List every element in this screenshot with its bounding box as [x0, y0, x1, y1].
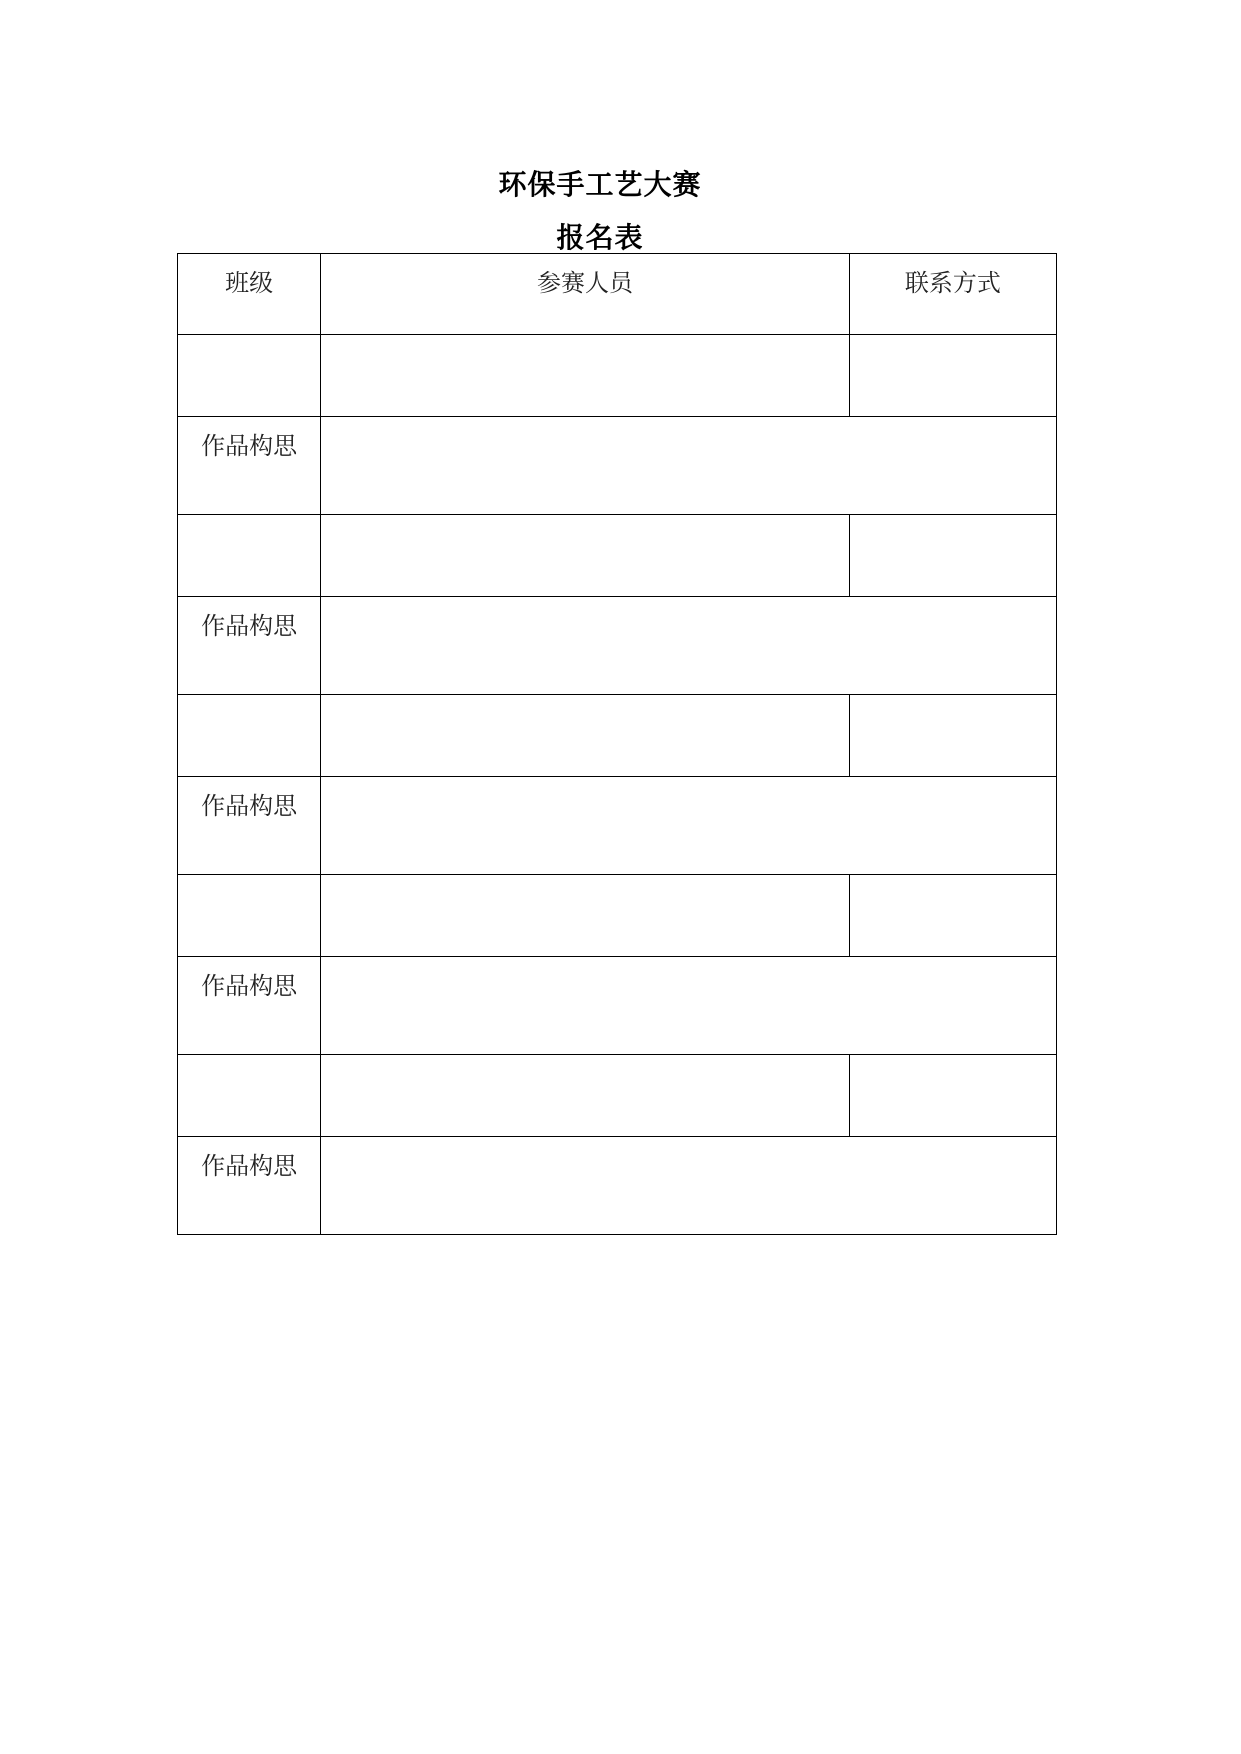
- idea-label-cell: 作品构思: [178, 597, 321, 695]
- idea-row: [178, 957, 1057, 1055]
- idea-content-cell[interactable]: [321, 1137, 1057, 1235]
- idea-content-cell[interactable]: [321, 957, 1057, 1055]
- class-cell[interactable]: [178, 695, 321, 777]
- members-cell[interactable]: [321, 875, 850, 957]
- class-cell[interactable]: [178, 1055, 321, 1137]
- idea-row: [178, 597, 1057, 695]
- registration-table: [177, 253, 1057, 1235]
- header-members: 参赛人员: [321, 254, 850, 335]
- idea-row: [178, 1137, 1057, 1235]
- form-subtitle: 报名表: [556, 221, 644, 254]
- idea-content-cell[interactable]: [321, 777, 1057, 875]
- form-title: 环保手工艺大赛: [498, 168, 702, 201]
- class-cell[interactable]: [178, 875, 321, 957]
- idea-label-cell: 作品构思: [178, 957, 321, 1055]
- contact-cell[interactable]: [849, 335, 1056, 417]
- contact-cell[interactable]: [849, 515, 1056, 597]
- class-cell[interactable]: [178, 515, 321, 597]
- members-cell[interactable]: [321, 335, 850, 417]
- entry-row: [178, 1055, 1057, 1137]
- idea-label-cell: 作品构思: [178, 1137, 321, 1235]
- contact-cell[interactable]: [849, 875, 1056, 957]
- entry-row: [178, 335, 1057, 417]
- members-cell[interactable]: [321, 515, 850, 597]
- class-cell[interactable]: [178, 335, 321, 417]
- header-class: 班级: [178, 254, 321, 335]
- idea-row: [178, 777, 1057, 875]
- members-cell[interactable]: [321, 1055, 850, 1137]
- idea-label-cell: 作品构思: [178, 777, 321, 875]
- idea-row: [178, 417, 1057, 515]
- idea-label-cell: 作品构思: [178, 417, 321, 515]
- header-contact: 联系方式: [849, 254, 1056, 335]
- entry-row: [178, 695, 1057, 777]
- idea-content-cell[interactable]: [321, 597, 1057, 695]
- entry-row: [178, 515, 1057, 597]
- members-cell[interactable]: [321, 695, 850, 777]
- header-row: [178, 254, 1057, 335]
- contact-cell[interactable]: [849, 695, 1056, 777]
- contact-cell[interactable]: [849, 1055, 1056, 1137]
- idea-content-cell[interactable]: [321, 417, 1057, 515]
- entry-row: [178, 875, 1057, 957]
